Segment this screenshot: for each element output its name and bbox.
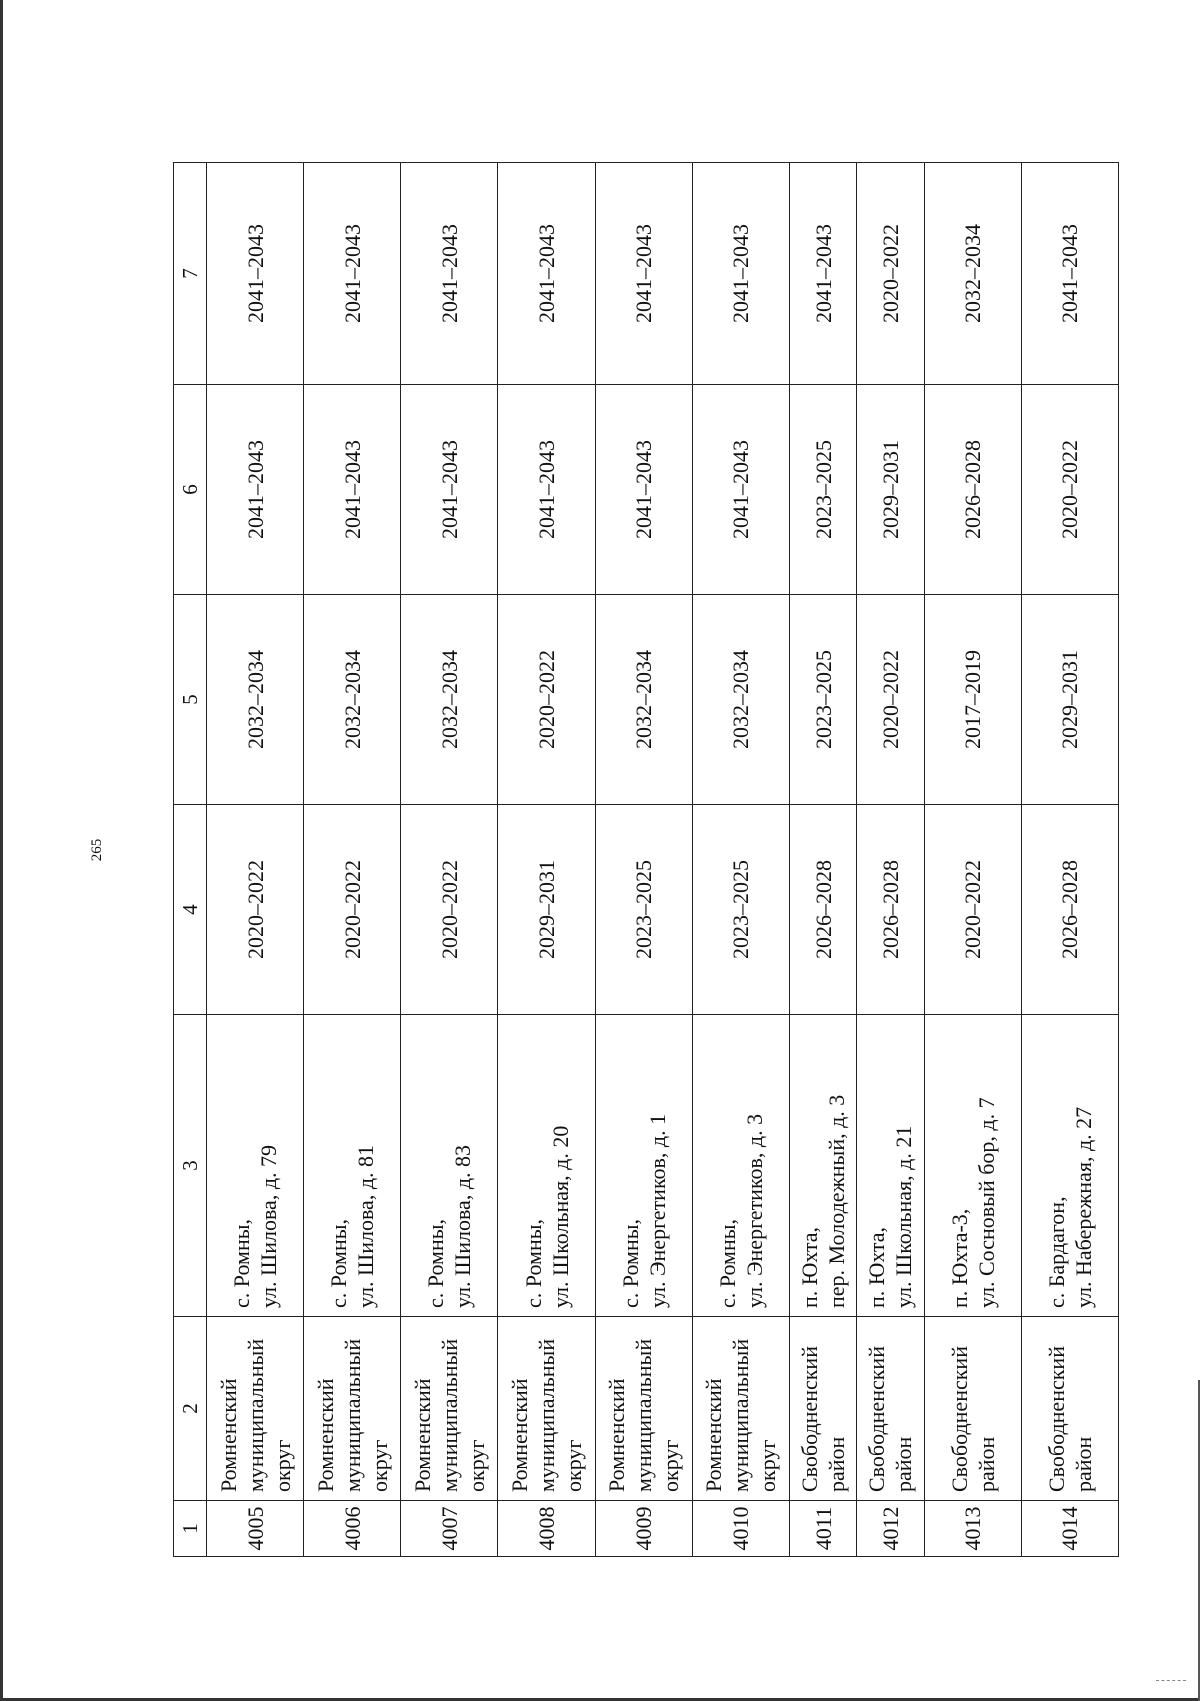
cell-line: с. Ромны,: [714, 1218, 740, 1308]
cell-line: с. Ромны,: [326, 1218, 352, 1308]
cell-line: район: [1070, 1436, 1096, 1492]
cell-line: ул. Шилова, д. 79: [256, 1144, 282, 1308]
cell-line: с. Ромны,: [229, 1218, 255, 1308]
period-cell-4: 2020–2022: [401, 805, 498, 1015]
row-number-cell: 4009: [595, 1501, 692, 1557]
period-cell-6: 2041–2043: [304, 385, 401, 595]
period-cell-4: 2023–2025: [595, 805, 692, 1015]
table-row: [207, 163, 304, 1557]
table-row: [304, 163, 401, 1557]
cell-line: район: [891, 1436, 917, 1492]
district-cell: [924, 1317, 1021, 1501]
header-cell-3: 3: [174, 1015, 207, 1317]
address-cell: [304, 1015, 401, 1317]
scan-left-edge: [0, 0, 3, 1701]
district-cell: [304, 1317, 401, 1501]
period-cell-6: 2041–2043: [207, 385, 304, 595]
district-cell: [207, 1317, 304, 1501]
period-cell-4: 2020–2022: [304, 805, 401, 1015]
cell-line: муниципальный: [534, 1338, 560, 1492]
period-cell-6: 2029–2031: [857, 385, 924, 595]
schedule-table: [173, 162, 1119, 1557]
period-cell-6: 2023–2025: [789, 385, 856, 595]
period-cell-7: 2032–2034: [924, 163, 1021, 385]
period-cell-6: 2041–2043: [401, 385, 498, 595]
scan-corner-mark: [1156, 1680, 1186, 1693]
period-cell-7: 2041–2043: [207, 163, 304, 385]
cell-line: п. Юхта,: [797, 1227, 823, 1308]
period-cell-4: 2026–2028: [857, 805, 924, 1015]
cell-line: муниципальный: [436, 1338, 462, 1492]
cell-line: муниципальный: [339, 1338, 365, 1492]
cell-line: округ: [658, 1439, 684, 1492]
cell-line: Ромненский: [701, 1378, 727, 1492]
address-cell: [207, 1015, 304, 1317]
period-cell-5: 2032–2034: [692, 595, 789, 805]
period-cell-7: 2041–2043: [401, 163, 498, 385]
address-cell: [1021, 1015, 1118, 1317]
cell-line: с. Ромны,: [617, 1218, 643, 1308]
cell-line: округ: [463, 1439, 489, 1492]
cell-line: ул. Школьная, д. 20: [547, 1125, 573, 1308]
table-row: [924, 163, 1021, 1557]
period-cell-4: 2026–2028: [1021, 805, 1118, 1015]
table-row: [401, 163, 498, 1557]
cell-line: Ромненский: [604, 1378, 630, 1492]
cell-line: с. Бардагон,: [1043, 1196, 1069, 1308]
cell-line: п. Юхта,: [864, 1227, 890, 1308]
cell-line: с. Ромны,: [423, 1218, 449, 1308]
row-number-cell: 4014: [1021, 1501, 1118, 1557]
district-cell: [857, 1317, 924, 1501]
district-cell: [692, 1317, 789, 1501]
cell-line: Свободненский: [864, 1346, 890, 1492]
cell-line: район: [973, 1436, 999, 1492]
period-cell-7: 2041–2043: [595, 163, 692, 385]
district-cell: [401, 1317, 498, 1501]
header-cell-5: 5: [174, 595, 207, 805]
table-row: [789, 163, 856, 1557]
cell-line: ул. Сосновый бор, д. 7: [973, 1097, 999, 1308]
period-cell-5: 2020–2022: [498, 595, 595, 805]
table-row: [595, 163, 692, 1557]
table-body: [207, 163, 1119, 1557]
period-cell-6: 2026–2028: [924, 385, 1021, 595]
address-cell: [857, 1015, 924, 1317]
table-row: [857, 163, 924, 1557]
address-cell: [498, 1015, 595, 1317]
period-cell-6: 2041–2043: [692, 385, 789, 595]
period-cell-5: 2032–2034: [304, 595, 401, 805]
period-cell-6: 2041–2043: [595, 385, 692, 595]
cell-line: округ: [269, 1439, 295, 1492]
cell-line: пер. Молодежный, д. 3: [824, 1094, 850, 1308]
period-cell-6: 2020–2022: [1021, 385, 1118, 595]
district-cell: [595, 1317, 692, 1501]
header-cell-7: 7: [174, 163, 207, 385]
district-cell: [1021, 1317, 1118, 1501]
period-cell-5: 2029–2031: [1021, 595, 1118, 805]
header-cell-4: 4: [174, 805, 207, 1015]
cell-line: Ромненский: [312, 1378, 338, 1492]
period-cell-4: 2029–2031: [498, 805, 595, 1015]
period-cell-7: 2041–2043: [1021, 163, 1118, 385]
period-cell-5: 2017–2019: [924, 595, 1021, 805]
header-cell-1: 1: [174, 1501, 207, 1557]
period-cell-4: 2020–2022: [207, 805, 304, 1015]
row-number-cell: 4008: [498, 1501, 595, 1557]
row-number-cell: 4006: [304, 1501, 401, 1557]
address-cell: [789, 1015, 856, 1317]
rotated-table-container: [173, 163, 1119, 1557]
address-cell: [924, 1015, 1021, 1317]
row-number-cell: 4010: [692, 1501, 789, 1557]
period-cell-7: 2041–2043: [692, 163, 789, 385]
row-number-cell: 4007: [401, 1501, 498, 1557]
cell-line: Свободненский: [1043, 1346, 1069, 1492]
cell-line: ул. Школьная, д. 21: [891, 1125, 917, 1308]
cell-line: с. Ромны,: [520, 1218, 546, 1308]
cell-line: округ: [561, 1439, 587, 1492]
cell-line: муниципальный: [631, 1338, 657, 1492]
period-cell-5: 2032–2034: [401, 595, 498, 805]
header-cell-2: 2: [174, 1317, 207, 1501]
period-cell-5: 2032–2034: [207, 595, 304, 805]
row-number-cell: 4005: [207, 1501, 304, 1557]
row-number-cell: 4013: [924, 1501, 1021, 1557]
row-number-cell: 4011: [789, 1501, 856, 1557]
address-cell: [595, 1015, 692, 1317]
page-number: 265: [89, 838, 105, 862]
row-number-cell: 4012: [857, 1501, 924, 1557]
cell-line: Ромненский: [409, 1378, 435, 1492]
period-cell-4: 2026–2028: [789, 805, 856, 1015]
table-header-row: [174, 163, 207, 1557]
cell-line: ул. Энергетиков, д. 3: [741, 1113, 767, 1308]
cell-line: ул. Шилова, д. 83: [450, 1144, 476, 1308]
address-cell: [401, 1015, 498, 1317]
cell-line: п. Юхта-3,: [946, 1208, 972, 1308]
period-cell-7: 2041–2043: [789, 163, 856, 385]
cell-line: район: [824, 1436, 850, 1492]
period-cell-5: 2020–2022: [857, 595, 924, 805]
period-cell-7: 2041–2043: [498, 163, 595, 385]
period-cell-4: 2023–2025: [692, 805, 789, 1015]
district-cell: [498, 1317, 595, 1501]
cell-line: ул. Энергетиков, д. 1: [644, 1113, 670, 1308]
header-cell-6: 6: [174, 385, 207, 595]
address-cell: [692, 1015, 789, 1317]
period-cell-6: 2041–2043: [498, 385, 595, 595]
cell-line: муниципальный: [728, 1338, 754, 1492]
period-cell-7: 2020–2022: [857, 163, 924, 385]
table-row: [1021, 163, 1118, 1557]
period-cell-5: 2023–2025: [789, 595, 856, 805]
period-cell-5: 2032–2034: [595, 595, 692, 805]
cell-line: Свободненский: [797, 1346, 823, 1492]
table-row: [498, 163, 595, 1557]
cell-line: ул. Набережная, д. 27: [1070, 1106, 1096, 1308]
table-row: [692, 163, 789, 1557]
district-cell: [789, 1317, 856, 1501]
cell-line: Ромненский: [507, 1378, 533, 1492]
cell-line: муниципальный: [242, 1338, 268, 1492]
cell-line: Ромненский: [215, 1378, 241, 1492]
cell-line: ул. Шилова, д. 81: [353, 1144, 379, 1308]
period-cell-4: 2020–2022: [924, 805, 1021, 1015]
cell-line: округ: [755, 1439, 781, 1492]
period-cell-7: 2041–2043: [304, 163, 401, 385]
cell-line: Свободненский: [946, 1346, 972, 1492]
cell-line: округ: [366, 1439, 392, 1492]
